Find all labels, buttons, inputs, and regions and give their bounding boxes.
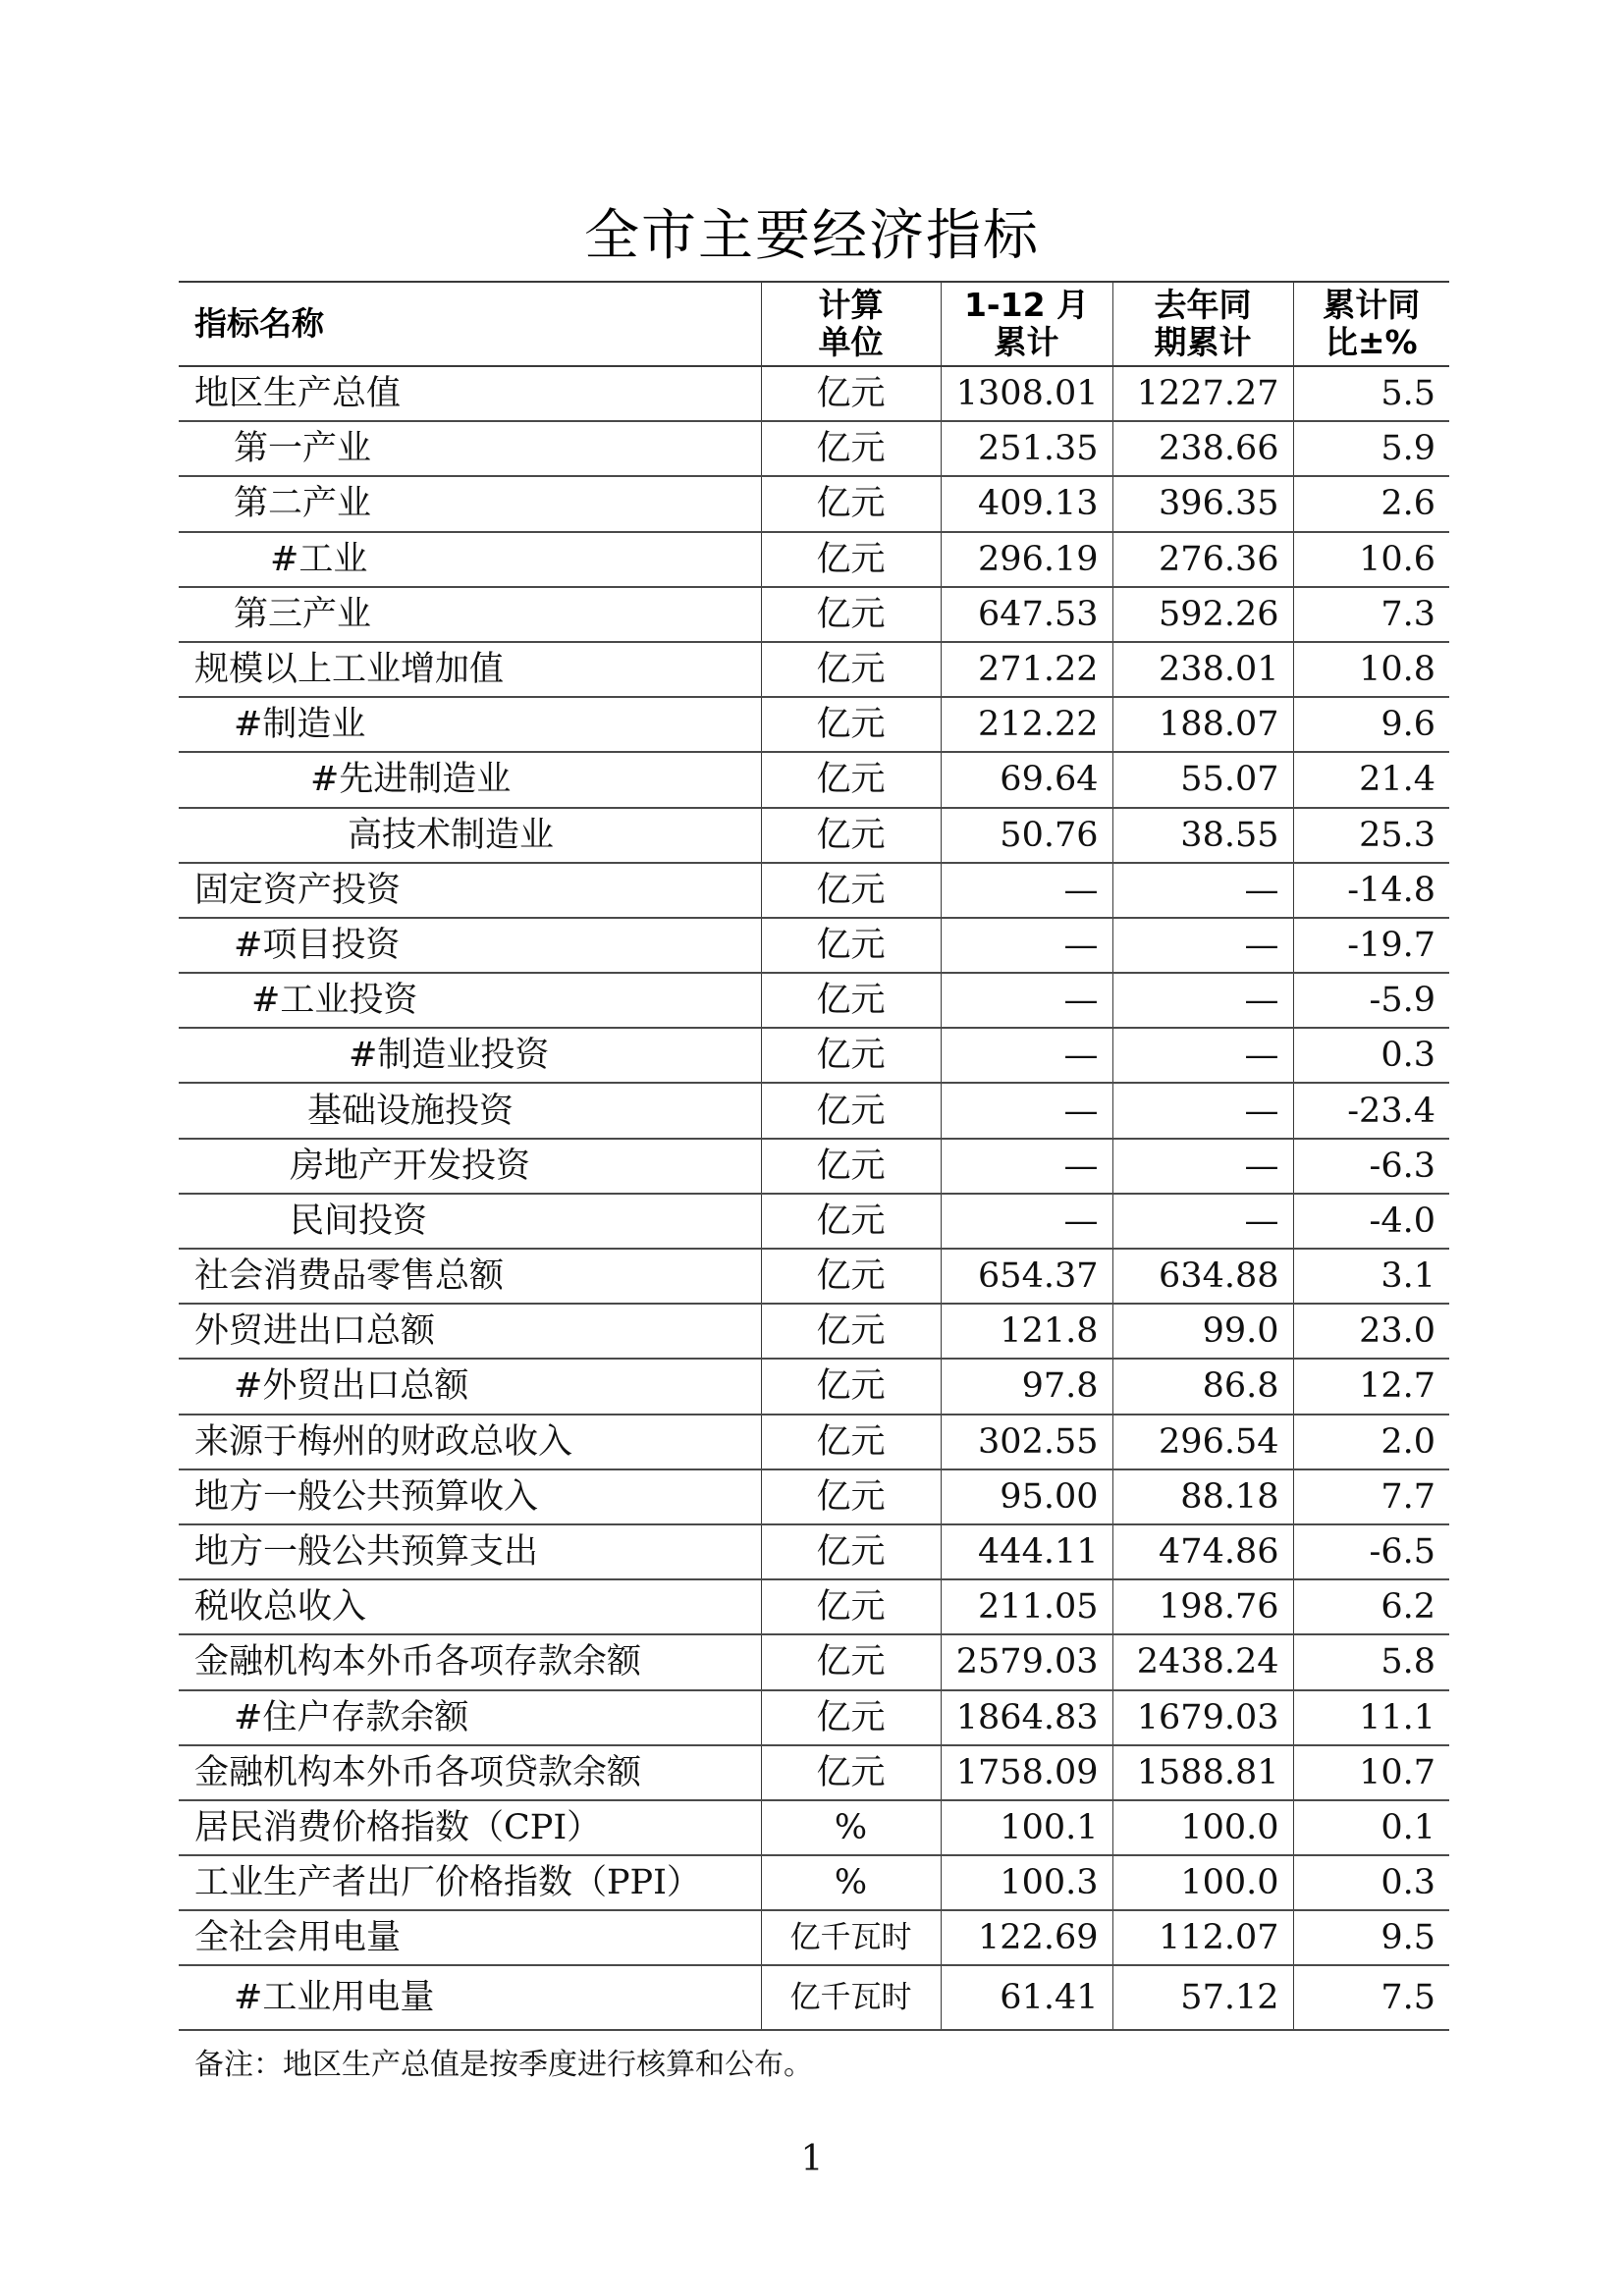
previous-cumulative-cell: 474.86 (1112, 1524, 1293, 1579)
yoy-change-cell: 7.5 (1293, 1965, 1449, 2030)
current-cumulative-cell: — (941, 973, 1112, 1028)
table-row (179, 918, 1449, 973)
table-row (179, 697, 1449, 752)
table-row (179, 1304, 1449, 1359)
unit-cell: 亿元 (761, 1139, 941, 1194)
yoy-change-cell: -4.0 (1293, 1194, 1449, 1249)
current-cumulative-cell: 95.00 (941, 1469, 1112, 1524)
table-row (179, 1139, 1449, 1194)
indicator-name-cell: 第一产业 (179, 421, 761, 476)
unit-cell: % (761, 1855, 941, 1910)
unit-cell: 亿元 (761, 587, 941, 642)
table-row (179, 1415, 1449, 1469)
table-row (179, 1083, 1449, 1138)
header-previous-line2: 期累计 (1154, 323, 1252, 361)
current-cumulative-cell: 121.8 (941, 1304, 1112, 1359)
table-row (179, 1194, 1449, 1249)
table-row (179, 1524, 1449, 1579)
unit-cell: 亿元 (761, 1524, 941, 1579)
yoy-change-cell: 0.1 (1293, 1800, 1449, 1855)
table-row (179, 1965, 1449, 2030)
indicator-name-cell: 地方一般公共预算支出 (179, 1524, 761, 1579)
unit-cell: 亿元 (761, 1028, 941, 1083)
current-cumulative-cell: 97.8 (941, 1359, 1112, 1414)
previous-cumulative-cell: 276.36 (1112, 532, 1293, 587)
yoy-change-cell: 2.6 (1293, 476, 1449, 531)
yoy-change-cell: 10.6 (1293, 532, 1449, 587)
yoy-change-cell: -14.8 (1293, 863, 1449, 918)
table-row (179, 752, 1449, 807)
current-cumulative-cell: 211.05 (941, 1579, 1112, 1634)
yoy-change-cell: 9.6 (1293, 697, 1449, 752)
table-row (179, 1028, 1449, 1083)
current-cumulative-cell: 296.19 (941, 532, 1112, 587)
previous-cumulative-cell: 55.07 (1112, 752, 1293, 807)
previous-cumulative-cell: 57.12 (1112, 1965, 1293, 2030)
current-cumulative-cell: 2579.03 (941, 1634, 1112, 1689)
previous-cumulative-cell: 88.18 (1112, 1469, 1293, 1524)
unit-cell: 亿元 (761, 973, 941, 1028)
previous-cumulative-cell: 100.0 (1112, 1800, 1293, 1855)
header-current-line2: 累计 (994, 323, 1059, 361)
unit-cell: 亿元 (761, 1690, 941, 1745)
previous-cumulative-cell: 1227.27 (1112, 366, 1293, 421)
current-cumulative-cell: 1308.01 (941, 366, 1112, 421)
yoy-change-cell: 2.0 (1293, 1415, 1449, 1469)
header-yoy-line2: 比±% (1325, 323, 1418, 361)
unit-cell: 亿元 (761, 1634, 941, 1689)
indicator-name-cell: #制造业 (179, 697, 761, 752)
current-cumulative-cell: 251.35 (941, 421, 1112, 476)
yoy-change-cell: 0.3 (1293, 1855, 1449, 1910)
current-cumulative-cell: 271.22 (941, 642, 1112, 697)
previous-cumulative-cell: 238.66 (1112, 421, 1293, 476)
previous-cumulative-cell: 38.55 (1112, 808, 1293, 863)
previous-cumulative-cell: — (1112, 918, 1293, 973)
yoy-change-cell: 3.1 (1293, 1249, 1449, 1304)
table-row (179, 863, 1449, 918)
indicator-name-cell: 高技术制造业 (179, 808, 761, 863)
table-row (179, 1745, 1449, 1800)
unit-cell: 亿元 (761, 808, 941, 863)
previous-cumulative-cell: — (1112, 973, 1293, 1028)
previous-cumulative-cell: — (1112, 1083, 1293, 1138)
unit-cell: 亿元 (761, 1415, 941, 1469)
yoy-change-cell: 12.7 (1293, 1359, 1449, 1414)
indicator-name-cell: 居民消费价格指数（CPI） (179, 1800, 761, 1855)
previous-cumulative-cell: 634.88 (1112, 1249, 1293, 1304)
previous-cumulative-cell: 112.07 (1112, 1910, 1293, 1965)
page-title: 全市主要经济指标 (584, 204, 1040, 268)
indicator-name-cell: 工业生产者出厂价格指数（PPI） (179, 1855, 761, 1910)
indicator-name-cell: 地区生产总值 (179, 366, 761, 421)
unit-cell: 亿元 (761, 421, 941, 476)
yoy-change-cell: 5.9 (1293, 421, 1449, 476)
indicator-name-cell: #制造业投资 (179, 1028, 761, 1083)
yoy-change-cell: -5.9 (1293, 973, 1449, 1028)
indicator-name-cell: 全社会用电量 (179, 1910, 761, 1965)
previous-cumulative-cell: 1679.03 (1112, 1690, 1293, 1745)
table-row (179, 1579, 1449, 1634)
indicator-name-cell: #先进制造业 (179, 752, 761, 807)
current-cumulative-cell: 409.13 (941, 476, 1112, 531)
yoy-change-cell: 25.3 (1293, 808, 1449, 863)
indicator-name-cell: #工业 (179, 532, 761, 587)
header-yoy-line1: 累计同 (1323, 286, 1421, 324)
page-number: 1 (800, 2139, 824, 2179)
previous-cumulative-cell: 296.54 (1112, 1415, 1293, 1469)
previous-cumulative-cell: — (1112, 1194, 1293, 1249)
indicator-name-cell: 规模以上工业增加值 (179, 642, 761, 697)
table-row (179, 1910, 1449, 1965)
indicator-name-cell: 来源于梅州的财政总收入 (179, 1415, 761, 1469)
previous-cumulative-cell: 396.35 (1112, 476, 1293, 531)
table-row (179, 476, 1449, 531)
previous-cumulative-cell: 100.0 (1112, 1855, 1293, 1910)
table-row (179, 366, 1449, 421)
yoy-change-cell: 0.3 (1293, 1028, 1449, 1083)
indicator-name-cell: #工业投资 (179, 973, 761, 1028)
previous-cumulative-cell: — (1112, 1139, 1293, 1194)
indicator-name-cell: #工业用电量 (179, 1965, 761, 2030)
current-cumulative-cell: 212.22 (941, 697, 1112, 752)
previous-cumulative-cell: — (1112, 1028, 1293, 1083)
current-cumulative-cell: — (941, 863, 1112, 918)
indicator-name-cell: 社会消费品零售总额 (179, 1249, 761, 1304)
header-unit (761, 282, 941, 366)
unit-cell: 亿元 (761, 642, 941, 697)
indicator-name-cell: 金融机构本外币各项贷款余额 (179, 1745, 761, 1800)
yoy-change-cell: 11.1 (1293, 1690, 1449, 1745)
header-indicator-name (179, 282, 761, 366)
indicator-name-cell: 第二产业 (179, 476, 761, 531)
indicator-name-cell: #住户存款余额 (179, 1690, 761, 1745)
unit-cell: 亿元 (761, 863, 941, 918)
table-row (179, 1800, 1449, 1855)
current-cumulative-cell: 122.69 (941, 1910, 1112, 1965)
indicator-name-cell: 外贸进出口总额 (179, 1304, 761, 1359)
indicator-name-cell: 地方一般公共预算收入 (179, 1469, 761, 1524)
unit-cell: 亿元 (761, 1083, 941, 1138)
unit-cell: 亿元 (761, 1745, 941, 1800)
previous-cumulative-cell: 99.0 (1112, 1304, 1293, 1359)
current-cumulative-cell: 61.41 (941, 1965, 1112, 2030)
previous-cumulative-cell: 2438.24 (1112, 1634, 1293, 1689)
table-header-row (179, 282, 1449, 366)
yoy-change-cell: 23.0 (1293, 1304, 1449, 1359)
economic-indicators-table (179, 281, 1449, 2031)
header-current-cumulative (941, 282, 1112, 366)
header-unit-line1: 计算 (818, 286, 884, 324)
table-row (179, 1469, 1449, 1524)
current-cumulative-cell: — (941, 1139, 1112, 1194)
unit-cell: 亿元 (761, 1579, 941, 1634)
unit-cell: 亿元 (761, 697, 941, 752)
table-row (179, 642, 1449, 697)
table-row (179, 1634, 1449, 1689)
yoy-change-cell: -23.4 (1293, 1083, 1449, 1138)
current-cumulative-cell: — (941, 1194, 1112, 1249)
header-current-line1: 1-12 月 (963, 286, 1090, 324)
table-row (179, 973, 1449, 1028)
header-indicator-name-label: 指标名称 (194, 304, 324, 343)
table-row (179, 587, 1449, 642)
previous-cumulative-cell: 188.07 (1112, 697, 1293, 752)
table-row (179, 1855, 1449, 1910)
table-row (179, 1690, 1449, 1745)
yoy-change-cell: 6.2 (1293, 1579, 1449, 1634)
table-row (179, 808, 1449, 863)
yoy-change-cell: -19.7 (1293, 918, 1449, 973)
indicator-name-cell: 房地产开发投资 (179, 1139, 761, 1194)
current-cumulative-cell: 1758.09 (941, 1745, 1112, 1800)
current-cumulative-cell: 302.55 (941, 1415, 1112, 1469)
unit-cell: 亿元 (761, 532, 941, 587)
indicator-name-cell: #外贸出口总额 (179, 1359, 761, 1414)
table-row (179, 1249, 1449, 1304)
current-cumulative-cell: — (941, 918, 1112, 973)
current-cumulative-cell: — (941, 1028, 1112, 1083)
yoy-change-cell: 5.8 (1293, 1634, 1449, 1689)
table-body (179, 366, 1449, 2030)
table-row (179, 1359, 1449, 1414)
unit-cell: % (761, 1800, 941, 1855)
header-yoy-change (1293, 282, 1449, 366)
header-previous-line1: 去年同 (1154, 286, 1252, 324)
yoy-change-cell: 7.3 (1293, 587, 1449, 642)
current-cumulative-cell: 100.3 (941, 1855, 1112, 1910)
header-previous-cumulative (1112, 282, 1293, 366)
indicator-name-cell: 基础设施投资 (179, 1083, 761, 1138)
unit-cell: 亿元 (761, 1249, 941, 1304)
previous-cumulative-cell: 238.01 (1112, 642, 1293, 697)
yoy-change-cell: 10.7 (1293, 1745, 1449, 1800)
unit-cell: 亿元 (761, 1304, 941, 1359)
yoy-change-cell: 10.8 (1293, 642, 1449, 697)
current-cumulative-cell: 1864.83 (941, 1690, 1112, 1745)
indicator-name-cell: 民间投资 (179, 1194, 761, 1249)
unit-cell: 亿元 (761, 918, 941, 973)
unit-cell: 亿元 (761, 1359, 941, 1414)
table-row (179, 532, 1449, 587)
yoy-change-cell: 7.7 (1293, 1469, 1449, 1524)
previous-cumulative-cell: 198.76 (1112, 1579, 1293, 1634)
current-cumulative-cell: 100.1 (941, 1800, 1112, 1855)
unit-cell: 亿元 (761, 476, 941, 531)
indicator-name-cell: #项目投资 (179, 918, 761, 973)
unit-cell: 亿千瓦时 (761, 1910, 941, 1965)
current-cumulative-cell: 654.37 (941, 1249, 1112, 1304)
current-cumulative-cell: — (941, 1083, 1112, 1138)
indicator-name-cell: 金融机构本外币各项存款余额 (179, 1634, 761, 1689)
previous-cumulative-cell: 86.8 (1112, 1359, 1293, 1414)
indicator-name-cell: 固定资产投资 (179, 863, 761, 918)
unit-cell: 亿元 (761, 1194, 941, 1249)
indicator-name-cell: 税收总收入 (179, 1579, 761, 1634)
indicator-name-cell: 第三产业 (179, 587, 761, 642)
header-unit-line2: 单位 (818, 323, 884, 361)
previous-cumulative-cell: — (1112, 863, 1293, 918)
previous-cumulative-cell: 1588.81 (1112, 1745, 1293, 1800)
unit-cell: 亿元 (761, 752, 941, 807)
unit-cell: 亿千瓦时 (761, 1965, 941, 2030)
unit-cell: 亿元 (761, 1469, 941, 1524)
current-cumulative-cell: 647.53 (941, 587, 1112, 642)
current-cumulative-cell: 69.64 (941, 752, 1112, 807)
current-cumulative-cell: 50.76 (941, 808, 1112, 863)
previous-cumulative-cell: 592.26 (1112, 587, 1293, 642)
current-cumulative-cell: 444.11 (941, 1524, 1112, 1579)
yoy-change-cell: 21.4 (1293, 752, 1449, 807)
yoy-change-cell: 9.5 (1293, 1910, 1449, 1965)
yoy-change-cell: -6.5 (1293, 1524, 1449, 1579)
table-row (179, 421, 1449, 476)
unit-cell: 亿元 (761, 366, 941, 421)
yoy-change-cell: 5.5 (1293, 366, 1449, 421)
yoy-change-cell: -6.3 (1293, 1139, 1449, 1194)
footnote: 备注：地区生产总值是按季度进行核算和公布。 (194, 2048, 813, 2082)
